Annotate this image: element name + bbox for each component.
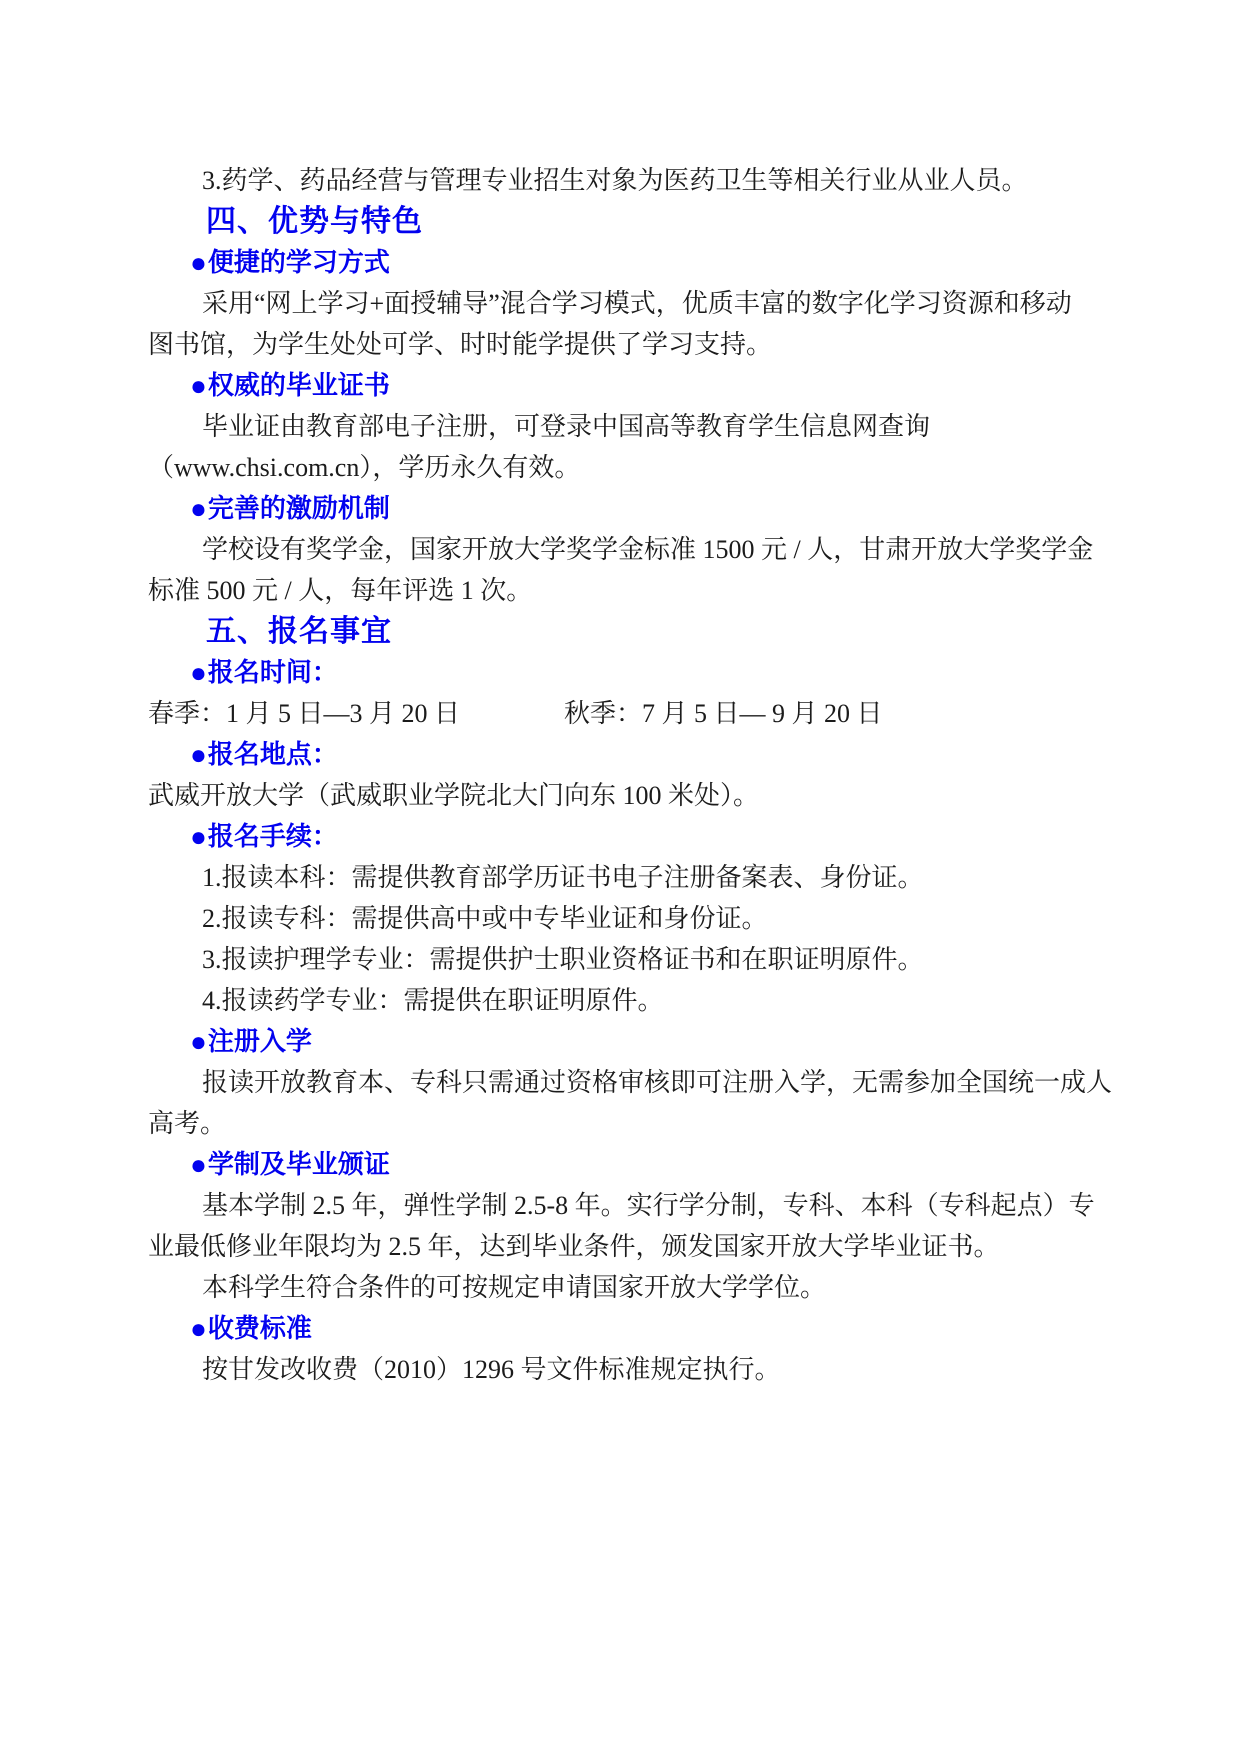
bullet-dot-icon: ● <box>190 1313 207 1344</box>
bullet-heading-incentive <box>148 488 1108 529</box>
bullet-heading-signup-time <box>148 652 1108 693</box>
bullet-heading-signup-place <box>148 734 1108 775</box>
bullet-heading-registration <box>148 1021 1108 1062</box>
study-mode-line-1: 采用“网上学习+面授辅导”混合学习模式，优质丰富的数字化学习资源和移动 <box>202 289 1072 318</box>
bullet-heading-label: 完善的激励机制 <box>207 493 390 523</box>
registration-line-1: 报读开放教育本、专科只需通过资格审核即可注册入学，无需参加全国统一成人 <box>202 1068 1113 1097</box>
bullet-heading-label: 报名地点： <box>207 739 338 769</box>
bullet-heading-label: 收费标准 <box>207 1313 312 1343</box>
schooling-line-2: 业最低修业年限均为 2.5 年，达到毕业条件，颁发国家开放大学毕业证书。 <box>148 1232 1000 1261</box>
bullet-dot-icon: ● <box>190 1149 207 1180</box>
study-mode-line-2: 图书馆，为学生处处可学、时时能学提供了学习支持。 <box>148 330 773 359</box>
signup-place-line: 武威开放大学（武威职业学院北大门向东 100 米处）。 <box>148 781 760 810</box>
bullet-dot-icon: ● <box>190 493 207 524</box>
signup-time-line: 春季：1 月 5 日—3 月 20 日 秋季：7 月 5 日— 9 月 20 日 <box>148 699 883 728</box>
section-4-heading: 四、优势与特色 <box>206 205 423 238</box>
bullet-heading-study-mode <box>148 242 1108 283</box>
schooling-line-1: 基本学制 2.5 年，弹性学制 2.5-8 年。实行学分制，专科、本科（专科起点）专 <box>202 1191 1095 1220</box>
bullet-heading-label: 注册入学 <box>207 1026 312 1056</box>
document-content <box>148 160 1113 1390</box>
bullet-heading-schooling <box>148 1144 1108 1185</box>
bullet-dot-icon: ● <box>190 821 207 852</box>
pharmacy-admission-note: 3.药学、药品经营与管理专业招生对象为医药卫生等相关行业从业人员。 <box>202 166 1028 195</box>
procedure-item-4: 4.报读药学专业：需提供在职证明原件。 <box>202 986 664 1015</box>
fees-line: 按甘发改收费（2010）1296 号文件标准规定执行。 <box>202 1355 781 1384</box>
schooling-line-3: 本科学生符合条件的可按规定申请国家开放大学学位。 <box>202 1273 827 1302</box>
registration-line-2: 高考。 <box>148 1109 227 1138</box>
procedure-item-3: 3.报读护理学专业：需提供护士职业资格证书和在职证明原件。 <box>202 945 924 974</box>
bullet-dot-icon: ● <box>190 1026 207 1057</box>
diploma-line-2: （www.chsi.com.cn），学历永久有效。 <box>148 453 581 482</box>
bullet-heading-label: 学制及毕业颁证 <box>207 1149 390 1179</box>
bullet-heading-signup-procedure <box>148 816 1108 857</box>
bullet-heading-label: 报名时间： <box>207 657 338 687</box>
bullet-heading-label: 便捷的学习方式 <box>207 247 390 277</box>
bullet-dot-icon: ● <box>190 247 207 278</box>
bullet-heading-diploma <box>148 365 1108 406</box>
incentive-line-1: 学校设有奖学金，国家开放大学奖学金标准 1500 元 / 人，甘肃开放大学奖学金 <box>202 535 1094 564</box>
diploma-line-1: 毕业证由教育部电子注册，可登录中国高等教育学生信息网查询 <box>202 412 931 441</box>
bullet-heading-label: 报名手续： <box>207 821 338 851</box>
bullet-dot-icon: ● <box>190 370 207 401</box>
section-5-heading: 五、报名事宜 <box>206 615 392 648</box>
incentive-line-2: 标准 500 元 / 人，每年评选 1 次。 <box>148 576 533 605</box>
bullet-heading-fees <box>148 1308 1108 1349</box>
bullet-heading-label: 权威的毕业证书 <box>207 370 390 400</box>
procedure-item-2: 2.报读专科：需提供高中或中专毕业证和身份证。 <box>202 904 768 933</box>
bullet-dot-icon: ● <box>190 739 207 770</box>
procedure-item-1: 1.报读本科：需提供教育部学历证书电子注册备案表、身份证。 <box>202 863 924 892</box>
bullet-dot-icon: ● <box>190 657 207 688</box>
